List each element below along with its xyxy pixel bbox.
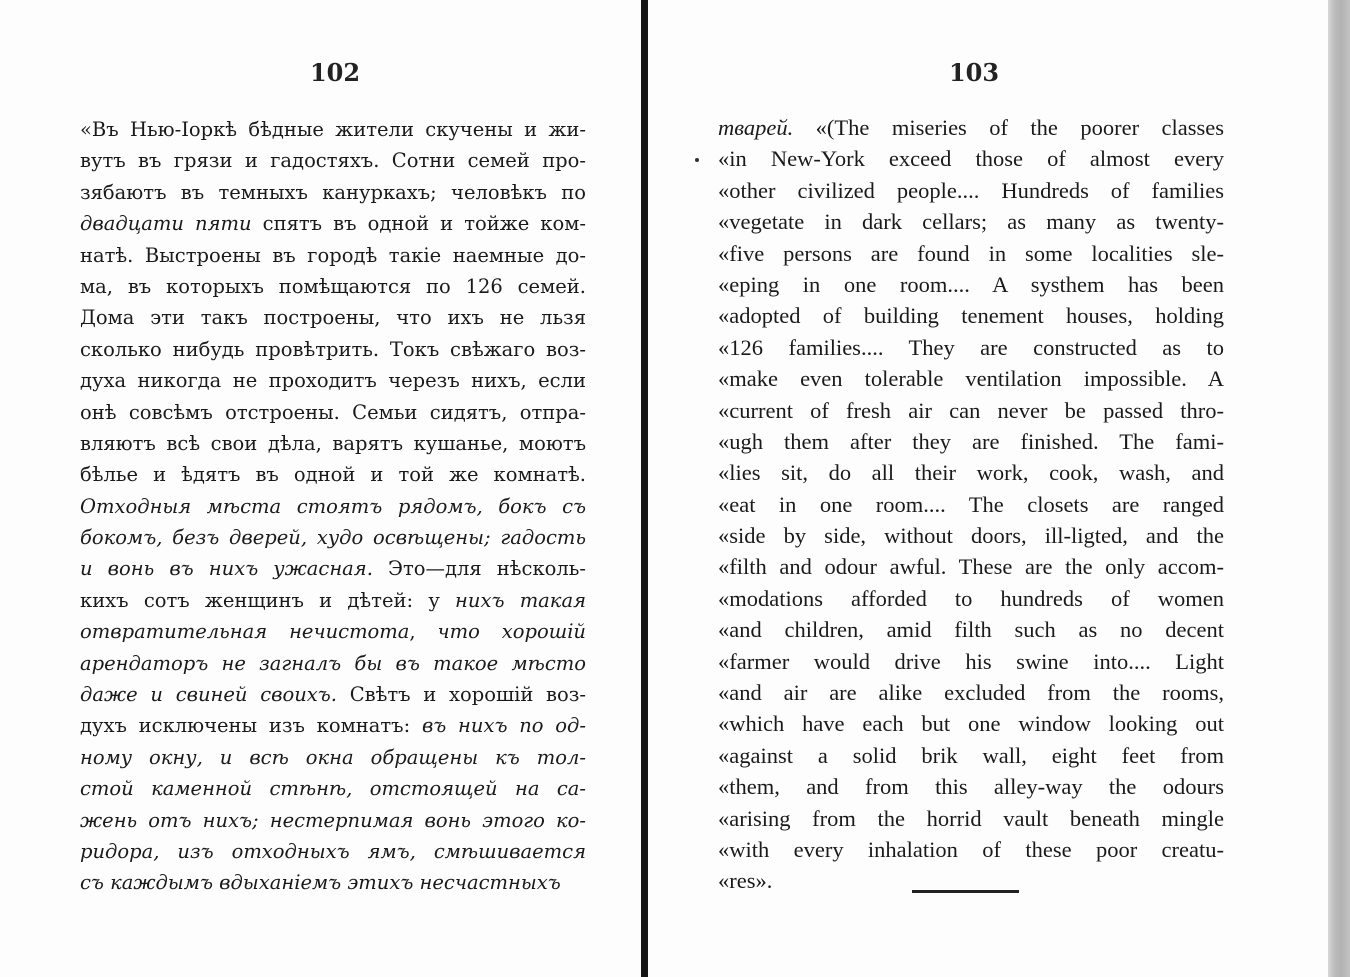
text-line [718, 677, 1224, 708]
text-line [80, 114, 586, 145]
text-line [80, 805, 586, 836]
text-run: кихъ сотъ женщинъ и дѣтей: у [80, 588, 456, 612]
text-run: бѣлье и ѣдятъ въ одной и той же комнатѣ. [80, 463, 586, 487]
text-run: «adopted of building tenement houses, holding [718, 303, 1224, 329]
margin-mark [695, 158, 699, 162]
text-line [718, 457, 1224, 488]
text-line [80, 302, 586, 333]
text-line [718, 175, 1224, 206]
text-line [718, 771, 1224, 802]
text-run: «in New-York exceed those of almost every [718, 146, 1224, 172]
text-line [718, 300, 1224, 331]
italic-run: нихъ такая [455, 588, 586, 612]
text-run: «(The miseries of the poorer classes [793, 115, 1224, 140]
text-run: вутъ въ грязи и гадостяхъ. Сотни семей про- [80, 149, 586, 173]
text-run: сколько нибудь провѣтрить. Токъ свѣжаго воз- [80, 337, 586, 361]
text-line [80, 679, 586, 710]
text-line [80, 397, 586, 428]
text-line [718, 803, 1224, 834]
text-line [80, 491, 586, 522]
italic-run: что хорошій [437, 620, 586, 644]
text-line [80, 553, 586, 584]
text-line [80, 585, 586, 616]
closing-rule [912, 890, 1019, 893]
italic-run: ридора, изъ отходныхъ ямъ, смѣшивается [80, 839, 586, 863]
text-line [718, 238, 1224, 269]
text-run: зябаютъ въ темныхъ кануркахъ; человѣкъ по [80, 180, 586, 204]
text-run: «and children, amid filth such as no decent [718, 617, 1224, 643]
text-line [718, 740, 1224, 771]
text-run: «eping in one room.... A systhem has been [718, 271, 1224, 297]
page-number-right: 103 [948, 58, 1000, 87]
text-line [80, 365, 586, 396]
text-line [80, 710, 586, 741]
text-run: Это—для нѣсколь- [372, 557, 586, 581]
italic-run: съ каждымъ вдыханіемъ этихъ несчастныхъ [80, 871, 561, 895]
text-run: «which have each but one window looking out [718, 711, 1224, 737]
italic-run: двадцати пяти [80, 212, 252, 236]
text-line [80, 334, 586, 365]
text-run: «lies sit, do all their work, cook, wash, and [718, 460, 1224, 486]
italic-run: ному окну, и всѣ окна обращены къ тол- [80, 745, 586, 769]
text-run: вляютъ всѣ свои дѣла, варятъ кушанье, моютъ [80, 431, 586, 455]
text-line [718, 332, 1224, 363]
text-run: «other civilized people.... Hundreds of families [718, 177, 1224, 203]
italic-run: жень отъ нихъ; нестерпимая вонь этого ко- [80, 808, 586, 832]
text-line [718, 834, 1224, 865]
text-run: «current of fresh air can never be passed thro- [718, 397, 1224, 423]
text-run: онѣ совсѣмъ отстроены. Семьи сидятъ, отпра- [80, 400, 586, 424]
text-run: духъ исключены изъ комнатъ: [80, 714, 422, 738]
text-line [80, 145, 586, 176]
text-line [80, 240, 586, 271]
text-run: «res». [718, 868, 773, 894]
text-line [718, 520, 1224, 551]
page-edge [1328, 0, 1350, 977]
text-run: ма, въ которыхъ помѣщаются по 126 семей. [80, 274, 586, 298]
text-line [718, 708, 1224, 739]
text-line [80, 836, 586, 867]
text-run: «them, and from this alley-way the odours [718, 774, 1224, 800]
left-page [0, 0, 641, 977]
text-line [718, 143, 1224, 174]
text-line [80, 522, 586, 553]
italic-run: въ нихъ по од- [421, 714, 586, 738]
text-run: «with every inhalation of these poor creatu- [718, 836, 1224, 862]
text-run: «Въ Нью-Іоркѣ бѣдные жители скучены и жи- [80, 118, 586, 141]
text-run: , [409, 620, 438, 644]
text-run: духа никогда не проходитъ черезъ нихъ, если [80, 369, 586, 393]
text-run: «five persons are found in some localities sle- [718, 240, 1224, 266]
text-line [80, 616, 586, 647]
text-run: «side by side, without doors, ill-ligted, and the [718, 523, 1224, 549]
text-run: «ugh them after they are finished. The fami- [718, 428, 1224, 454]
text-line [718, 489, 1224, 520]
italic-run: Отходныя мѣста стоятъ рядомъ, бокъ съ [80, 494, 586, 518]
page-number-left: 102 [309, 58, 361, 87]
italic-run: отвратительная нечистота [80, 620, 410, 644]
text-run: «modations afforded to hundreds of women [718, 585, 1224, 611]
text-line [718, 112, 1224, 143]
text-line [80, 773, 586, 804]
text-line [80, 867, 586, 898]
text-line [718, 206, 1224, 237]
text-run: «vegetate in dark cellars; as many as twenty- [718, 209, 1224, 235]
italic-run: бокомъ, безъ дверей, худо освѣщены; гадость [80, 526, 586, 550]
text-line [80, 208, 586, 239]
text-line [718, 269, 1224, 300]
italic-run: стой каменной стѣнѣ, отстоящей на са- [80, 777, 586, 801]
text-line [80, 177, 586, 208]
text-run: натѣ. Выстроены въ городѣ такіе наемные до- [80, 243, 586, 267]
italic-run: тварей. [718, 115, 794, 140]
text-run: «filth and odour awful. These are the only accom- [718, 554, 1224, 580]
italic-run: и вонь въ нихъ ужасная. [80, 557, 373, 581]
text-run: Свѣтъ и хорошій воз- [336, 683, 586, 707]
text-line [80, 742, 586, 773]
book-gutter [641, 0, 648, 977]
text-run: «against a solid brik wall, eight feet from [718, 742, 1224, 768]
text-line [718, 646, 1224, 677]
text-line [718, 551, 1224, 582]
text-line [718, 363, 1224, 394]
text-run: «arising from the horrid vault beneath mingle [718, 805, 1224, 831]
text-run: «and air are alike excluded from the rooms, [718, 680, 1224, 706]
text-line [718, 426, 1224, 457]
text-line [80, 428, 586, 459]
text-line [80, 271, 586, 302]
left-page-text [80, 114, 586, 899]
text-line [718, 614, 1224, 645]
text-run: «farmer would drive his swine into.... Light [718, 648, 1224, 674]
text-line [80, 459, 586, 490]
text-run: «126 families.... They are constructed as to [718, 334, 1224, 360]
text-line [718, 583, 1224, 614]
text-line [80, 648, 586, 679]
text-line [718, 395, 1224, 426]
text-run: Дома эти такъ построены, что ихъ не льзя [80, 306, 586, 330]
text-run: «eat in one room.... The closets are ranged [718, 491, 1224, 517]
text-run: спятъ въ одной и тойже ком- [251, 212, 586, 236]
italic-run: арендаторъ не загналъ бы въ такое мѣсто [80, 651, 586, 675]
right-page-text [718, 112, 1224, 897]
italic-run: даже и свиней своихъ. [80, 683, 337, 707]
text-run: «make even tolerable ventilation impossible. A [718, 366, 1224, 392]
